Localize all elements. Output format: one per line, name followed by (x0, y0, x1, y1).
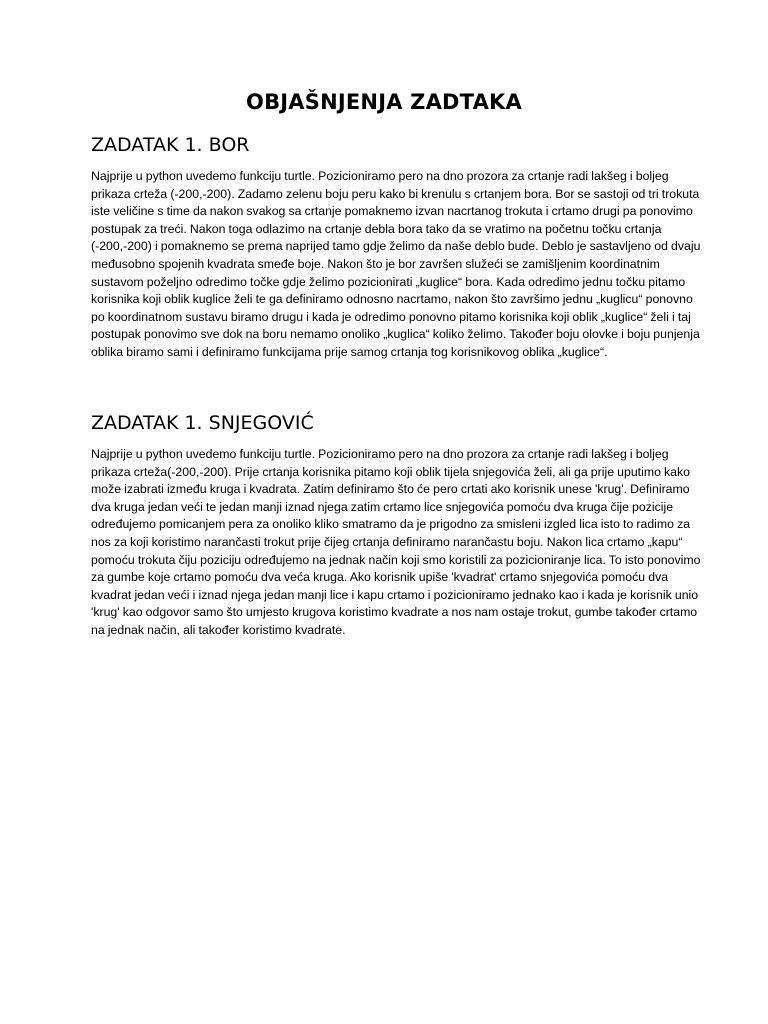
section-body-snjegovic: Najprije u python uvedemo funkciju turtle. Pozicioniramo pero na dno prozora za crtanje radi lakšeg i boljeg prikaza crteža(-200,-200). Prije crtanja korisnika pitamo koji oblik tijela snjegovića želi, ali ga prije uputimo kako može izabrati između kruga i kvadrata. Zatim definiramo što će pero crtati ako korisnik unese 'krug'. Definiramo dva kruga jedan veći te jedan manji iznad njega zatim crtamo lice snjegovića pomoću dva kruga čije pozicije određujemo pomicanjem pera za onoliko kliko smatramo da je prigodno za smisleni izgled lica isto to radimo za nos za koji koristimo narančasti trokut prije čijeg crtanja definiramo narančastu boju. Nakon lica crtamo „kapu“ pomoću trokuta čiju poziciju određujemo na jednak način koji smo koristili za pozicioniranje lica. To isto ponovimo za gumbe koje crtamo pomoću dva veća kruga. Ako korisnik upiše 'kvadrat' crtamo snjegovića pomoću dva kvadrat jedan veći i iznad njega jedan manji lice i kapu crtamo i pozicioniramo jednako kao i kada je korisnik unio 'krug' kao odgovor samo što umjesto krugova koristimo kvadrate a nos nam ostaje trokut, gumbe također crtamo na jednak način, ali također koristimo kvadrate. (91, 447, 701, 637)
document-title: OBJAŠNJENJA ZADTAKA (246, 90, 522, 114)
section-heading-bor: ZADATAK 1. BOR (91, 134, 250, 156)
section-body-bor: Najprije u python uvedemo funkciju turtle. Pozicioniramo pero na dno prozora za crtanje radi lakšeg i boljeg prikaza crteža (-200,-200). Zadamo zelenu boju peru kako bi krenulu s crtanjem bora. Bor se sastoji od tri trokuta iste veličine s time da nakon svakog sa crtanje pomaknemo izvan nacrtanog trokuta i crtamo drugi pa ponovimo postupak za treći. Nakon toga odlazimo na crtanje debla bora tako da se vratimo na početnu točku crtanja (-200,-200) i pomaknemo se prema naprijed tamo gdje želimo da naše deblo bude. Deblo je sastavljeno od dvaju međusobno spojenih kvadrata smeđe boje. Nakon što je bor završen služeći se zamišljenim koordinatnim sustavom poželjno odredimo točke gdje želimo pozicionirati „kuglice“ bora. Kada odredimo jednu točku pitamo korisnika koji oblik kuglice želi te ga definiramo odnosno nacrtamo, nakon što završimo jednu „kuglicu“ ponovno po koordinatnom sustavu biramo drugu i kada je odredimo ponovno pitamo korisnika koji oblik „kuglice“ želi i taj postupak ponovimo sve dok na boru nemamo onoliko „kuglica“ koliko želimo. Također boju olovke i boju punjenja oblika biramo sami i definiramo funkcijama prije samog crtanja tog korisnikovog oblika „kuglice“. (91, 169, 701, 359)
section-heading-snjegovic: ZADATAK 1. SNJEGOVIĆ (91, 412, 314, 434)
